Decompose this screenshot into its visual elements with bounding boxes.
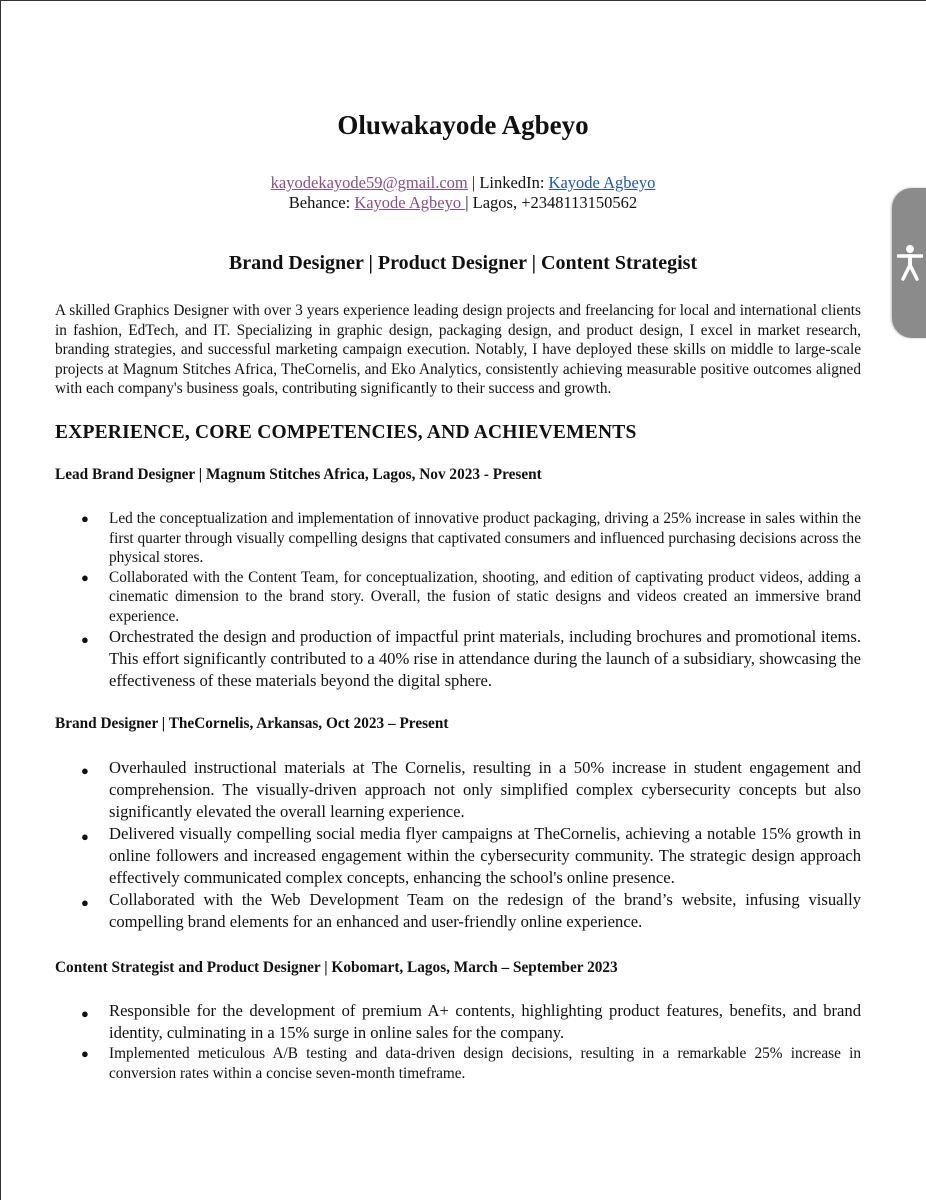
bullet-text: Implemented meticulous A/B testing and data-driven design decisions, resulting in a remarkable 25% increase in conversion rates within a concise seven-month timeframe. (109, 1045, 861, 1082)
bullet-text: Orchestrated the design and production of impactful print materials, including brochures and promotional items. This effort significantly contributed to a 40% rise in attendance during the launch of a subsidiary, showcasing the effectiveness of these materials beyond the digital sphere. (109, 627, 861, 690)
list-item (55, 889, 861, 933)
section-title-experience: EXPERIENCE, CORE COMPETENCIES, AND ACHIEVEMENTS (55, 422, 637, 443)
behance-link[interactable]: Kayode Agbeyo (354, 193, 466, 212)
bullet-icon: ● (81, 895, 89, 910)
bullet-icon: ● (81, 1006, 89, 1021)
bullet-text: Responsible for the development of premium A+ contents, highlighting product features, benefits, and brand identity, culminating in a 15% surge in online sales for the company. (109, 1001, 861, 1042)
professional-headline: Brand Designer | Product Designer | Content Strategist (228, 252, 698, 274)
list-item (55, 568, 861, 627)
behance-label: Behance: (288, 193, 351, 212)
list-item (55, 757, 861, 823)
list-item (55, 1000, 861, 1044)
job-title-thecornelis: Brand Designer | TheCornelis, Arkansas, Oct 2023 – Present (55, 715, 449, 732)
bullet-icon: ● (81, 829, 89, 844)
profile-summary: A skilled Graphics Designer with over 3 years experience leading design projects and freelancing for local and international clients in fashion, EdTech, and IT. Specializing in graphic design, packaging design, and product design, I excel in market research, branding strategies, and successful marketing campaign execution. Notably, I have deployed these skills on middle to large-scale projects at Magnum Stitches Africa, TheCornelis, and Eko Analytics, consistently achieving measurable positive outcomes aligned with each company's business goals, contributing significantly to their success and growth. (55, 302, 861, 398)
location-phone: Lagos, +2348113150562 (472, 193, 638, 212)
job-bullets-thecornelis (55, 757, 861, 933)
email-link[interactable]: kayodekayode59@gmail.com (270, 173, 468, 192)
bullet-text: Delivered visually compelling social media flyer campaigns at TheCornelis, achieving a notable 15% growth in online followers and increased engagement within the cybersecurity community. The strategic design approach effectively communicated complex concepts, enhancing the school's online presence. (109, 824, 861, 887)
candidate-name: Oluwakayode Agbeyo (337, 110, 589, 140)
bullet-text: Led the conceptualization and implementation of innovative product packaging, driving a 25% increase in sales within the first quarter through visually compelling designs that captivated consumers and influenced purchasing decisions across the physical stores. (109, 510, 861, 566)
contact-line-1 (0, 173, 926, 193)
job-title-magnum: Lead Brand Designer | Magnum Stitches Africa, Lagos, Nov 2023 - Present (55, 466, 542, 483)
separator: | (465, 193, 469, 212)
accessibility-icon (897, 244, 923, 282)
contact-block (0, 173, 926, 213)
accessibility-button[interactable] (892, 188, 926, 338)
bullet-text: Collaborated with the Web Development Team on the redesign of the brand’s website, infusing visually compelling brand elements for an enhanced and user-friendly online experience. (109, 890, 861, 931)
bullet-icon: ● (81, 632, 89, 647)
bullet-icon: ● (81, 763, 89, 778)
separator: | (471, 173, 476, 192)
contact-line-2 (0, 193, 926, 213)
linkedin-link[interactable]: Kayode Agbeyo (548, 173, 656, 192)
job-title-kobomart: Content Strategist and Product Designer | Kobomart, Lagos, March – September 2023 (55, 959, 618, 976)
bullet-icon: ● (81, 1046, 89, 1061)
list-item (55, 626, 861, 692)
linkedin-label: LinkedIn: (479, 173, 545, 192)
job-bullets-magnum (55, 509, 861, 692)
list-item (55, 1044, 861, 1083)
list-item (55, 823, 861, 889)
bullet-text: Collaborated with the Content Team, for conceptualization, shooting, and edition of captivating product videos, adding a cinematic dimension to the brand story. Overall, the fusion of static designs and videos created an immersive brand experience. (109, 568, 861, 625)
bullet-icon: ● (81, 511, 89, 526)
page-border-top (0, 0, 926, 1)
bullet-icon: ● (81, 569, 89, 585)
list-item (55, 509, 861, 568)
bullet-text: Overhauled instructional materials at The Cornelis, resulting in a 50% increase in student engagement and comprehension. The visually-driven approach not only simplified complex cybersecurity concepts but also significantly elevated the overall learning experience. (109, 758, 861, 821)
job-bullets-kobomart (55, 1000, 861, 1083)
